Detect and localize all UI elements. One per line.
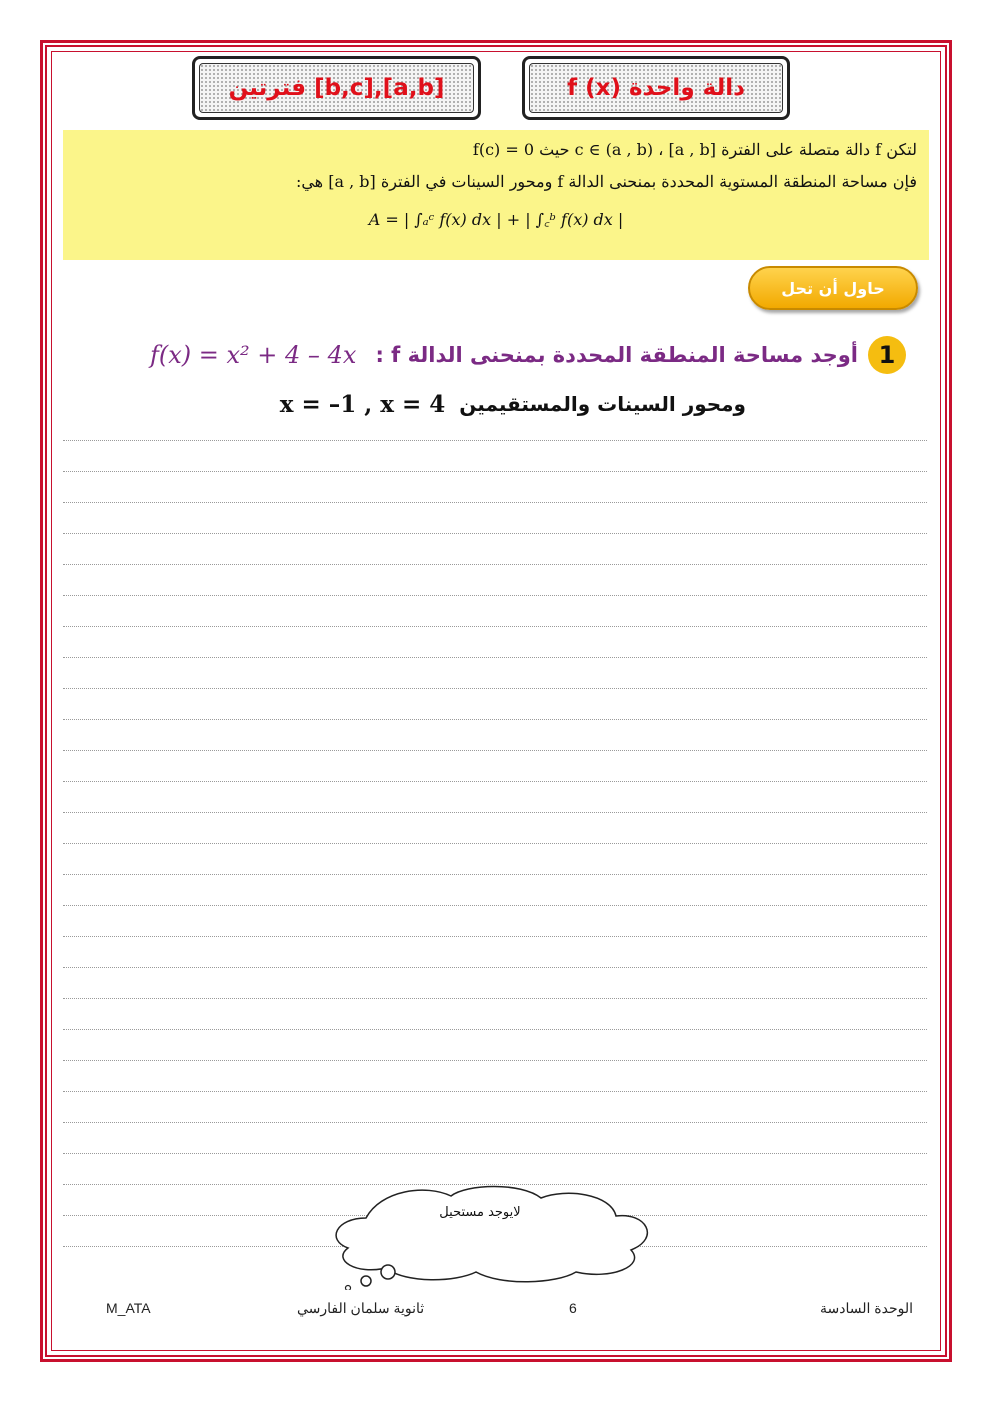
answer-line: [63, 781, 927, 782]
answer-line: [63, 1091, 927, 1092]
tab-two-intervals-label: [a,b],[b,c] فترتين: [199, 63, 474, 113]
answer-line: [63, 1153, 927, 1154]
answer-line: [63, 1122, 927, 1123]
try-to-solve-badge: حاول أن تحل: [748, 266, 918, 310]
thought-cloud-icon: [326, 1180, 662, 1290]
answer-line: [63, 595, 927, 596]
question-function-formula: f(x) = x² + 4 – 4x: [150, 341, 357, 369]
answer-line: [63, 657, 927, 658]
theorem-line-2: فإن مساحة المنطقة المستوية المحددة بمنحنى الدالة f ومحور السينات في الفترة [a , b] هي:: [295, 172, 917, 191]
footer-page-number: 6: [569, 1300, 577, 1316]
answer-line: [63, 905, 927, 906]
theorem-box: [63, 130, 929, 260]
theorem-area-formula: A = | ∫ₐᶜ f(x) dx | + | ∫꜀ᵇ f(x) dx |: [368, 210, 624, 229]
question-number: 1: [868, 336, 906, 374]
answer-line: [63, 843, 927, 844]
theorem-line-1: لتكن f دالة متصلة على الفترة [a , b] ، c ∈ (a , b) حيث f(c) = 0: [472, 140, 917, 159]
answer-line: [63, 812, 927, 813]
tab-two-intervals: [192, 56, 481, 120]
answer-line: [63, 533, 927, 534]
footer-author: M_ATA: [106, 1300, 151, 1316]
answer-line: [63, 1060, 927, 1061]
answer-line: [63, 998, 927, 999]
question-lines-formula: x = –1 , x = 4: [279, 390, 446, 418]
answer-line: [63, 471, 927, 472]
footer-school: ثانوية سلمان الفارسي: [297, 1300, 425, 1316]
question-line-2: [280, 384, 746, 424]
answer-line: [63, 626, 927, 627]
answer-line: [63, 719, 927, 720]
answer-line: [63, 874, 927, 875]
answer-line: [63, 1029, 927, 1030]
answer-line: [63, 440, 927, 441]
question-text-2: ومحور السينات والمستقيمين: [459, 392, 746, 416]
question-line-1: [150, 333, 858, 377]
question-text-1: أوجد مساحة المنطقة المحددة بمنحنى الدالة f :: [375, 343, 858, 367]
answer-line: [63, 564, 927, 565]
tab-single-function: [522, 56, 790, 120]
answer-line: [63, 502, 927, 503]
cloud-text: لايوجد مستحيل: [439, 1205, 521, 1220]
answer-line: [63, 936, 927, 937]
footer-unit: الوحدة السادسة: [820, 1300, 913, 1316]
answer-line: [63, 967, 927, 968]
answer-line: [63, 750, 927, 751]
answer-line: [63, 688, 927, 689]
tab-single-function-label: دالة واحدة f (x): [529, 63, 783, 113]
